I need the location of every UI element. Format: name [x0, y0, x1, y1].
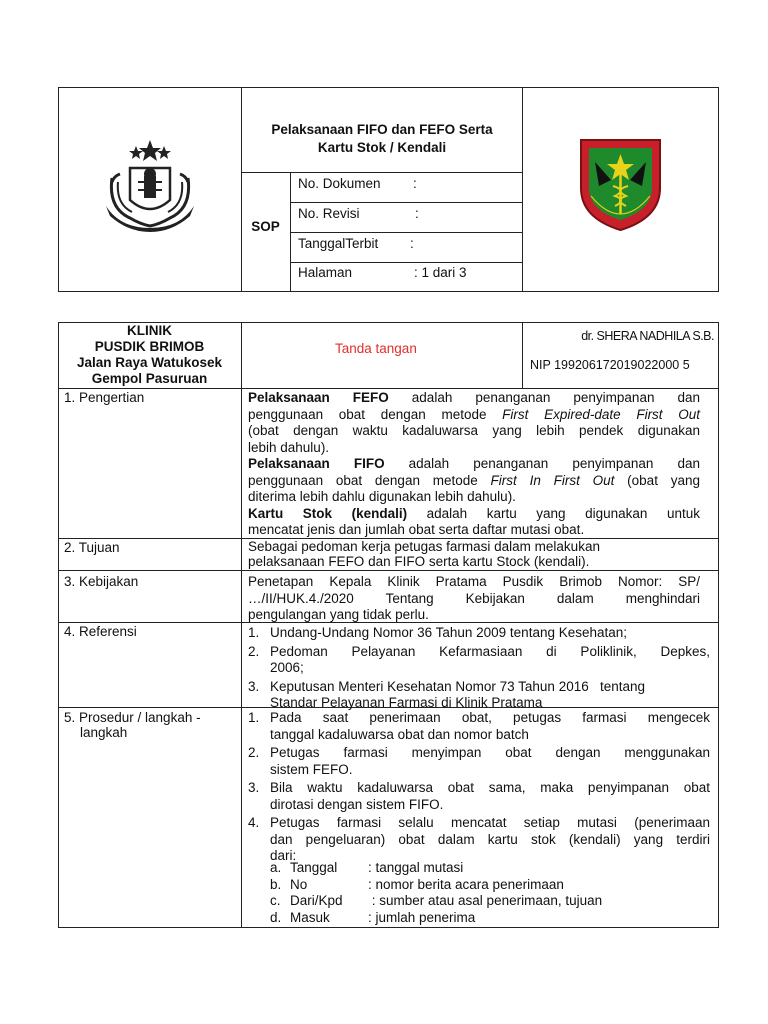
- header-meta-row3: [290, 262, 523, 263]
- header-border-bottom: [58, 291, 719, 292]
- step-text: Bila waktu kadaluwarsa obat sama, maka penyimpanan obat: [270, 780, 710, 795]
- pengertian-kartu-text: adalah kartu yang digunakan untuk: [407, 505, 700, 521]
- list-number: 3.: [248, 780, 260, 795]
- signer-name: dr. SHERA NADHILA S.B.: [581, 329, 714, 343]
- pengertian-fifo-term: Pelaksanaan FIFO: [248, 456, 385, 471]
- pengertian-content: [248, 390, 700, 539]
- referensi-text: Keputusan Menteri Kesehatan Nomor 73 Tahun 2016 tentang: [270, 678, 646, 694]
- field-name: Dari/Kpd: [290, 893, 343, 908]
- meta-value-halaman: : 1 dari 3: [414, 265, 467, 280]
- step-text: Petugas farmasi menyimpan obat dengan menggunakan: [270, 745, 710, 760]
- prosedur-continuation: [248, 832, 710, 849]
- pengertian-fefo-line2: penggunaan obat dengan metode: [248, 406, 503, 422]
- body-col-divider: [241, 322, 242, 928]
- pengertian-fefo-line3: (obat dengan waktu kadaluwarsa yang lebih pendek digunakan: [248, 423, 700, 438]
- pengertian-fifo-line2: penggunaan obat dengan metode: [248, 472, 491, 488]
- step-text-cont: dari:: [270, 848, 297, 863]
- pengertian-fefo-method: First Expired-date First Out: [502, 406, 701, 422]
- field-letter: a.: [270, 860, 282, 875]
- referensi-text: Undang-Undang Nomor 36 Tahun 2009 tentang Kesehatan;: [270, 625, 628, 640]
- list-number: 1.: [248, 710, 260, 725]
- referensi-item: [248, 644, 710, 661]
- org-address-2: Gempol Pasuruan: [91, 371, 208, 386]
- body-row-tujuan: [58, 570, 719, 571]
- field-desc: : nomor berita acara penerimaan: [368, 876, 564, 892]
- step-text-cont: dan pengeluaran) obat dalam kartu stok (kendali) yang terdiri: [270, 831, 710, 847]
- org-name-2: PUSDIK BRIMOB: [94, 339, 205, 354]
- document-title-line2: Kartu Stok / Kendali: [317, 140, 447, 155]
- list-number: 3.: [248, 678, 260, 694]
- field-name: Tanggal: [290, 860, 338, 875]
- body-sign-divider: [522, 322, 523, 388]
- prosedur-label-1: 5. Prosedur / langkah -: [64, 710, 201, 725]
- header-meta-row2: [290, 232, 523, 233]
- prosedur-step: [248, 710, 710, 727]
- pengertian-fefo-line4: lebih dahulu).: [248, 439, 330, 455]
- kebijakan-line2: …/II/HUK.4./2020 Tentang Kebijakan dalam menghindari: [248, 590, 700, 606]
- body-border-right: [718, 322, 719, 928]
- prosedur-continuation: [248, 727, 710, 744]
- signer-nip: NIP 199206172019022000 5: [530, 358, 690, 372]
- referensi-text: Pedoman Pelayanan Kefarmasiaan di Poliklinik, Depkes,: [270, 643, 710, 659]
- field-desc: : tanggal mutasi: [368, 860, 464, 875]
- prosedur-step: [248, 780, 710, 797]
- pengertian-fifo-tail: (obat yang: [614, 472, 700, 488]
- step-text-cont: sistem FEFO.: [270, 761, 353, 777]
- step-text: Petugas farmasi selalu mencatat setiap mutasi (penerimaan: [270, 815, 710, 830]
- pengertian-fifo-text: adalah penanganan penyimpanan dan: [384, 456, 700, 471]
- kartu-stok-fields: [270, 860, 670, 926]
- pengertian-fifo-method: First In First Out: [490, 472, 615, 488]
- field-name: No: [290, 876, 308, 892]
- meta-label-halaman: Halaman: [298, 265, 353, 280]
- referensi-continuation: [248, 660, 710, 677]
- body-row-sign: [58, 388, 719, 389]
- field-item: [270, 860, 670, 877]
- meta-value-dokumen: :: [413, 176, 417, 191]
- header-border-right: [718, 87, 719, 292]
- meta-label-terbit: TanggalTerbit: [298, 236, 379, 251]
- signature-label: Tanda tangan: [335, 341, 417, 356]
- org-name-1: KLINIK: [127, 323, 172, 338]
- referensi-item: [248, 679, 710, 696]
- pengertian-fefo-text: adalah penanganan penyimpanan dan: [388, 390, 700, 405]
- kebijakan-line3: pengulangan yang tidak perlu.: [248, 607, 429, 622]
- meta-value-revisi: :: [415, 206, 419, 221]
- meta-value-terbit: :: [410, 236, 414, 251]
- header-border-top: [58, 87, 719, 88]
- tujuan-line2: pelaksanaan FEFO dan FIFO serta kartu Stock (kendali).: [248, 554, 590, 569]
- tujuan-line1: Sebagai pedoman kerja petugas farmasi dalam melakukan: [248, 539, 600, 554]
- kebijakan-content: [248, 574, 700, 624]
- step-text-cont: tanggal kadaluwarsa obat dan nomor batch: [270, 726, 529, 742]
- pengertian-fefo-term: Pelaksanaan FEFO: [248, 390, 389, 405]
- prosedur-step: [248, 815, 710, 832]
- prosedur-step: [248, 745, 710, 762]
- header-divider-1: [241, 87, 242, 292]
- document-title-line1: Pelaksanaan FIFO dan FEFO Serta: [271, 122, 493, 137]
- meta-label-dokumen: No. Dokumen: [298, 176, 381, 191]
- field-letter: b.: [270, 876, 282, 892]
- org-address-1: Jalan Raya Watukosek: [76, 355, 223, 370]
- header-meta-row1: [290, 202, 523, 203]
- police-emblem-logo: [100, 138, 200, 234]
- pengertian-fifo-line3: diterima lebih dahlu digunakan lebih dahulu).: [248, 489, 516, 504]
- pengertian-label: 1. Pengertian: [64, 390, 145, 405]
- kebijakan-label: 3. Kebijakan: [64, 574, 139, 589]
- field-name: Masuk: [290, 909, 330, 925]
- field-item: [270, 910, 670, 927]
- sop-label: SOP: [251, 219, 280, 234]
- body-border-bottom: [58, 927, 719, 928]
- field-desc: : jumlah penerima: [368, 909, 476, 925]
- kebijakan-line1: Penetapan Kepala Klinik Pratama Pusdik Brimob Nomor: SP/: [248, 574, 700, 589]
- field-desc: : sumber atau asal penerimaan, tujuan: [368, 893, 603, 908]
- referensi-item: [248, 625, 710, 642]
- referensi-text-cont: 2006;: [270, 660, 304, 675]
- step-text-cont: dirotasi dengan sistem FIFO.: [270, 796, 444, 812]
- field-letter: c.: [270, 893, 281, 908]
- referensi-list: [248, 625, 710, 712]
- prosedur-continuation: [248, 797, 710, 814]
- pengertian-kartu-line2: mencatat jenis dan jumlah obat serta daftar mutasi obat.: [248, 522, 585, 537]
- prosedur-label-2: langkah: [80, 725, 128, 740]
- body-border-left: [58, 322, 59, 928]
- meta-label-revisi: No. Revisi: [298, 206, 360, 221]
- list-number: 2.: [248, 643, 260, 659]
- field-letter: d.: [270, 909, 282, 925]
- prosedur-steps: [248, 710, 710, 865]
- header-title-underline: [241, 172, 523, 173]
- list-number: 4.: [248, 815, 260, 830]
- prosedur-continuation: [248, 762, 710, 779]
- header-border-left: [58, 87, 59, 292]
- pengertian-kartu-term: Kartu Stok (kendali): [248, 505, 408, 521]
- field-item: [270, 893, 670, 910]
- list-number: 1.: [248, 625, 260, 640]
- referensi-label: 4. Referensi: [64, 624, 137, 639]
- list-number: 2.: [248, 745, 260, 760]
- step-text: Pada saat penerimaan obat, petugas farmasi mengecek: [270, 710, 710, 725]
- referensi-text-cont: Standar Pelayanan Farmasi di Klinik Pratama: [270, 695, 543, 710]
- kedokteran-emblem-logo: [577, 136, 664, 232]
- field-item: [270, 877, 670, 894]
- tujuan-label: 2. Tujuan: [64, 540, 120, 555]
